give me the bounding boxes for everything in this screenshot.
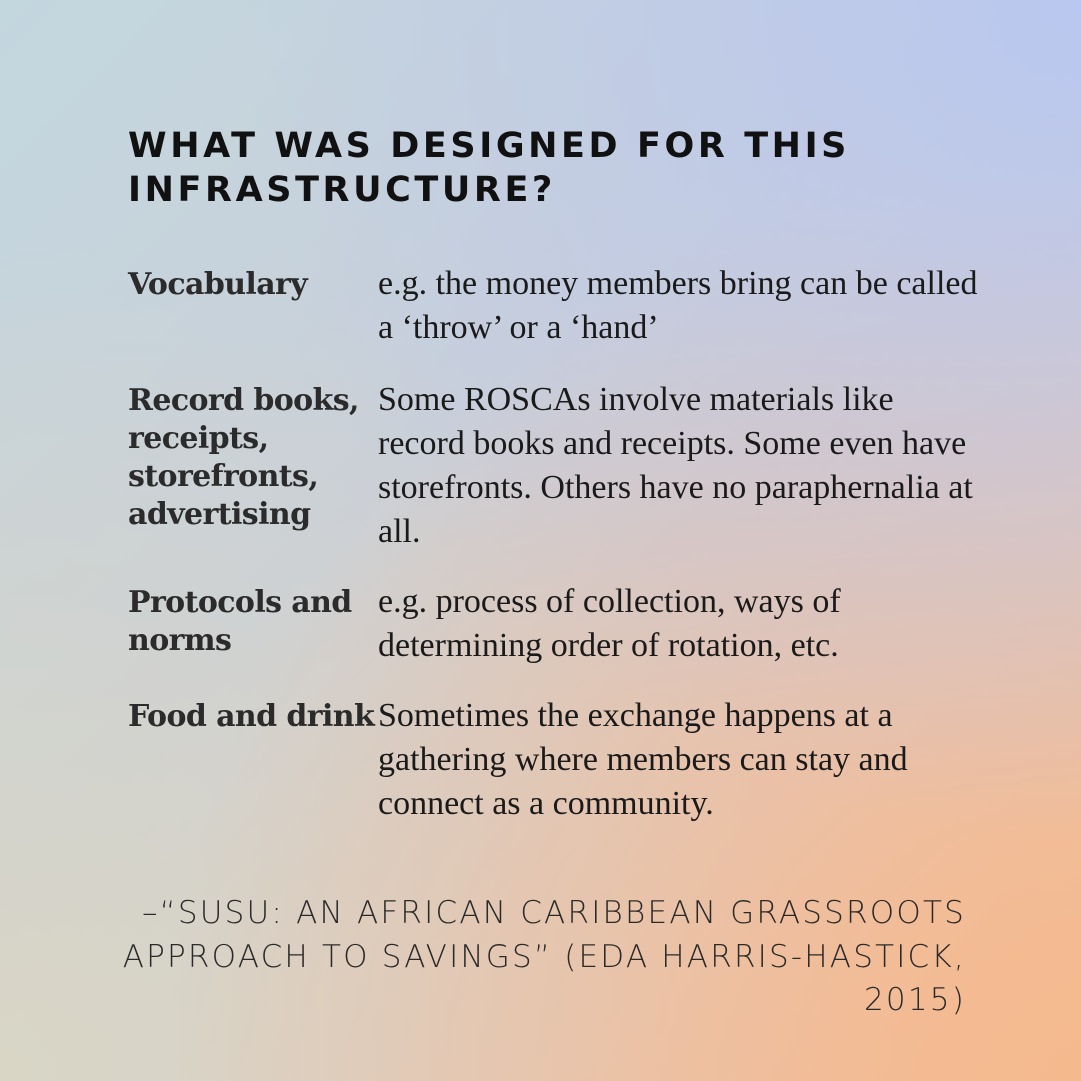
infrastructure-list xyxy=(128,262,988,826)
item-label: Vocabulary xyxy=(128,267,308,302)
list-item xyxy=(128,580,988,668)
list-item xyxy=(128,378,988,554)
citation: –“SUSU: AN AFRICAN CARIBBEAN GRASSROOTS APPROACH TO SAVINGS” (EDA HARRIS-HASTICK, 2015) xyxy=(122,895,966,1018)
list-item xyxy=(128,694,988,826)
page-title: WHAT WAS DESIGNED FOR THIS INFRASTRUCTURE? xyxy=(128,126,850,210)
list-item xyxy=(128,262,988,350)
item-description: e.g. the money members bring can be called a ‘throw’ or a ‘hand’ xyxy=(378,265,978,346)
item-label: Record books, receipts, storefronts, advertising xyxy=(128,383,359,532)
item-description: Some ROSCAs involve materials like record books and receipts. Some even have storefronts. Others have no paraphernalia at all. xyxy=(378,381,973,550)
item-label: Food and drink xyxy=(128,699,375,734)
item-description: e.g. process of collection, ways of determining order of rotation, etc. xyxy=(378,583,841,664)
item-label: Protocols and norms xyxy=(128,585,352,658)
item-description: Sometimes the exchange happens at a gathering where members can stay and connect as a community. xyxy=(378,697,908,822)
